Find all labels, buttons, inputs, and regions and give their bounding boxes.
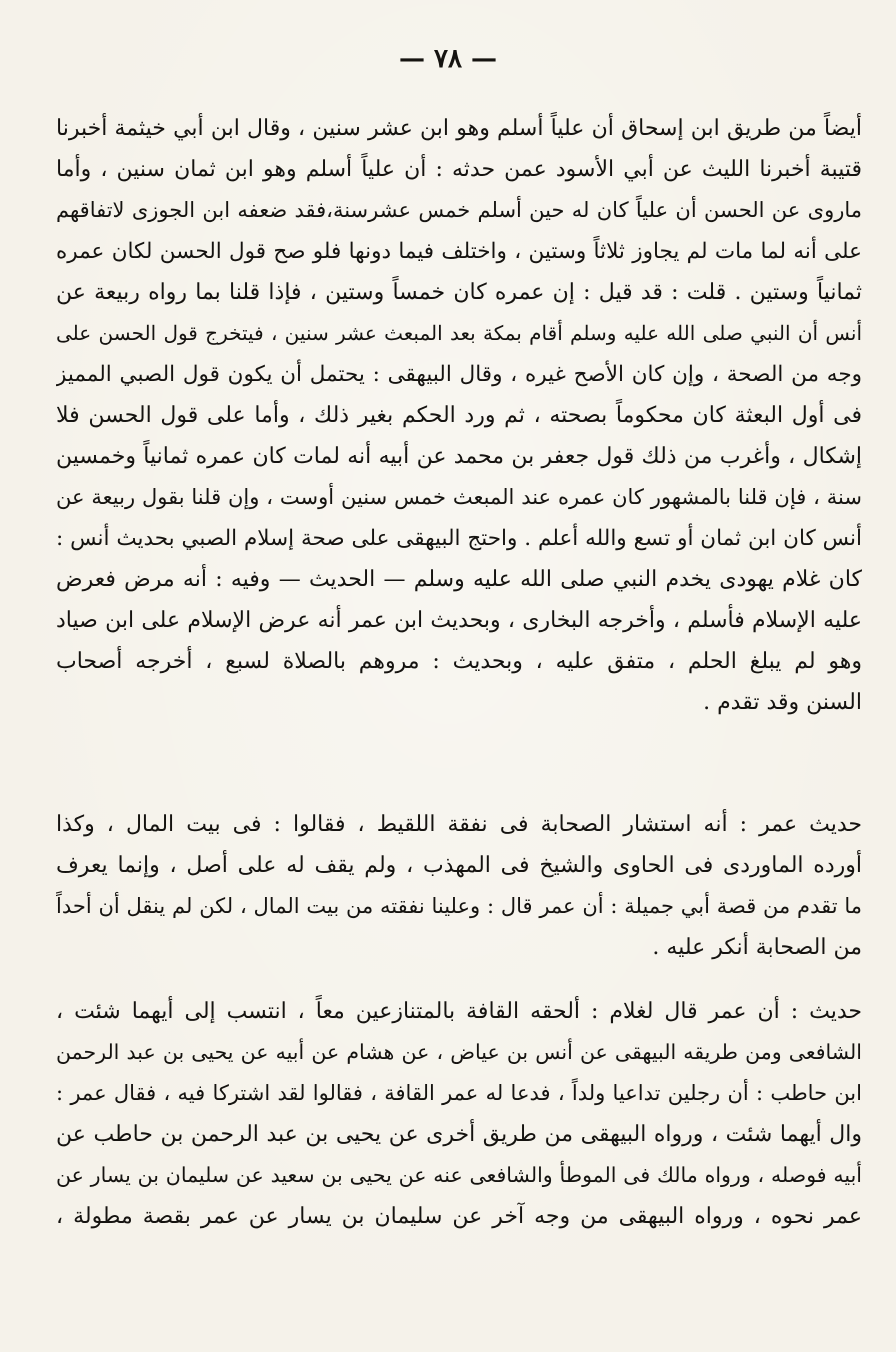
text-line: ماروى عن الحسن أن علياً كان له حين أسلم خمس عشرسنة،فقد ضعفه ابن الجوزى لاتفاقهم (56, 198, 862, 222)
text-line: الشافعى ومن طريقه البيهقى عن أنس بن عياض ، عن هشام عن أبيه عن يحيى بن عبد الرحمن (56, 1040, 862, 1064)
page-number: — ٧٨ — (398, 44, 498, 74)
text-line: أنس كان ابن ثمان أو تسع والله أعلم . واحتج البيهقى على صحة إسلام الصبي بحديث أنس : (56, 526, 862, 551)
text-line: ما تقدم من قصة أبي جميلة : أن عمر قال : وعلينا نفقته من بيت المال ، لكن لم ينقل أن أحداً (56, 894, 862, 918)
paragraph-2 (56, 804, 862, 968)
text-line: أبيه فوصله ، ورواه مالك فى الموطأ والشافعى عنه عن يحيى بن سعيد عن سليمان بن يسار عن (56, 1163, 862, 1187)
text-line: أورده الماوردى فى الحاوى والشيخ فى المهذب ، ولم يقف له على أصل ، وإنما يعرف (56, 853, 862, 878)
text-line: قتيبة أخبرنا الليث عن أبي الأسود عمن حدثه : أن علياً أسلم وهو ابن ثمان سنين ، وأما (56, 157, 862, 182)
text-line: حديث : أن عمر قال لغلام : ألحقه القافة بالمتنازعين معاً ، انتسب إلى أيهما شئت ، (56, 999, 862, 1024)
text-line: حديث عمر : أنه استشار الصحابة فى نفقة اللقيط ، فقالوا : فى بيت المال ، وكذا (56, 812, 862, 837)
text-line: وهو لم يبلغ الحلم ، متفق عليه ، وبحديث : مروهم بالصلاة لسبع ، أخرجه أصحاب (56, 649, 862, 674)
text-line: على أنه لما مات لم يجاوز ثلاثاً وستين ، واختلف فيما دونها فلو صح قول الحسن لكان عمره (56, 239, 862, 264)
text-line: ابن حاطب : أن رجلين تداعيا ولداً ، فدعا له عمر القافة ، فقالوا لقد اشتركا فيه ، فقال عمر : (56, 1081, 862, 1105)
text-line: ثمانياً وستين . قلت : قد قيل : إن عمره كان خمساً وستين ، فإذا قلنا بما رواه ربيعة عن (56, 280, 862, 305)
text-line: أنس أن النبي صلى الله عليه وسلم أقام بمكة بعد المبعث عشر سنين ، فيتخرج قول الحسن على (56, 321, 862, 345)
text-line: كان غلام يهودى يخدم النبي صلى الله عليه وسلم — الحديث — وفيه : أنه مرض فعرض (56, 567, 862, 592)
text-line: وال أيهما شئت ، ورواه البيهقى من طريق أخرى عن يحيى بن عبد الرحمن بن حاطب عن (56, 1122, 862, 1147)
paragraph-3 (56, 991, 862, 1237)
text-line: إشكال ، وأغرب من ذلك قول جعفر بن محمد عن أبيه أنه لمات كان عمره ثمانياً وخمسين (56, 444, 862, 469)
paragraph-1 (56, 108, 862, 723)
text-line: عليه الإسلام فأسلم ، وأخرجه البخارى ، وبحديث ابن عمر أنه عرض الإسلام على ابن صياد (56, 608, 862, 633)
text-line: عمر نحوه ، ورواه البيهقى من وجه آخر عن سليمان بن يسار عن عمر بقصة مطولة ، (56, 1204, 862, 1229)
text-line: وجه من الصحة ، وإن كان الأصح غيره ، وقال البيهقى : يحتمل أن يكون قول الصبي المميز (56, 362, 862, 387)
text-line: السنن وقد تقدم . (703, 690, 862, 715)
text-line: سنة ، فإن قلنا بالمشهور كان عمره عند المبعث خمس سنين أوست ، وإن قلنا بقول ربيعة عن (56, 485, 862, 509)
text-line: فى أول البعثة كان محكوماً بصحته ، ثم ورد الحكم بغير ذلك ، وأما على قول الحسن فلا (56, 403, 862, 428)
text-line: أيضاً من طريق ابن إسحاق أن علياً أسلم وهو ابن عشر سنين ، وقال ابن أبي خيثمة أخبرنا (56, 116, 862, 141)
text-line: من الصحابة أنكر عليه . (652, 935, 862, 960)
